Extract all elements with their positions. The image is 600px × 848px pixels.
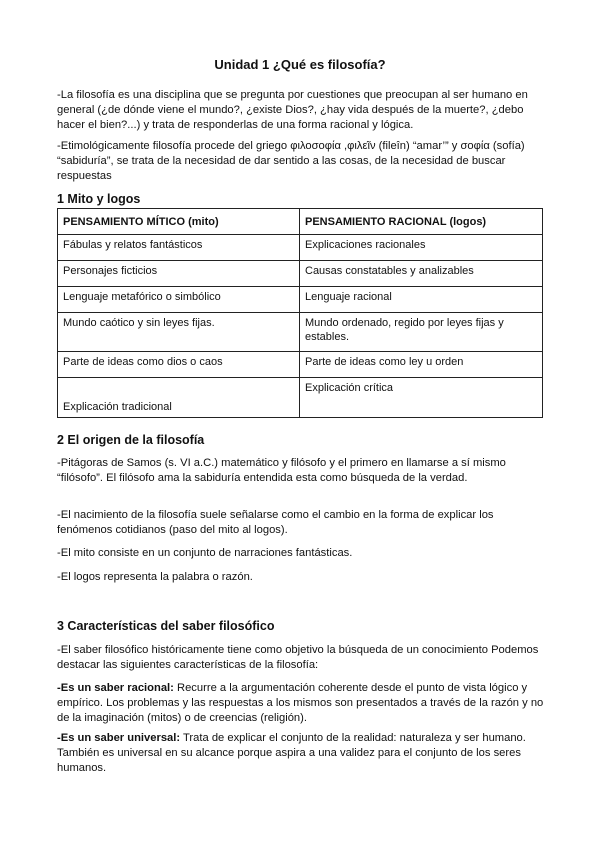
- table-row: [58, 352, 543, 378]
- table-header-mito: PENSAMIENTO MÍTICO (mito): [58, 209, 300, 235]
- section-2-paragraph-1: -Pitágoras de Samos (s. VI a.C.) matemático y filósofo y el primero en llamarse a sí mismo “filósofo”. El filósofo ama la sabiduría entendida esta como búsqueda de la verdad.: [57, 457, 506, 484]
- section-3-heading: 3 Características del saber filosófico: [57, 619, 275, 633]
- section-2-paragraph-4: -El logos representa la palabra o razón.: [57, 571, 253, 583]
- table-cell: Personajes ficticios: [58, 261, 300, 287]
- table-row: [58, 287, 543, 313]
- table-cell: Lenguaje metafórico o simbólico: [58, 287, 300, 313]
- table-cell: Causas constatables y analizables: [300, 261, 543, 287]
- universal-text: Trata de explicar el conjunto de la realidad: naturaleza y ser humano. También es universal en su alcance porque aspira a una validez para el conjunto de los seres humanos.: [57, 732, 526, 774]
- table-cell: Fábulas y relatos fantásticos: [58, 235, 300, 261]
- table-cell: Mundo caótico y sin leyes fijas.: [58, 313, 300, 352]
- table-cell: Parte de ideas como dios o caos: [58, 352, 300, 378]
- table-cell: Mundo ordenado, regido por leyes fijas y estables.: [300, 313, 543, 352]
- section-2-paragraph-2: -El nacimiento de la filosofía suele señalarse como el cambio en la forma de explicar los fenómenos cotidianos (paso del mito al logos).: [57, 509, 494, 536]
- intro-paragraph-2: -Etimológicamente filosofía procede del griego φιλοσοφία ,φιλεῖν (fileîn) “amar’” y σοφία (sofía) “sabiduría”, se trata de la necesidad de dar sentido a las cosas, de la necesidad de buscar respuestas: [57, 140, 525, 182]
- table-cell: Parte de ideas como ley u orden: [300, 352, 543, 378]
- racional-text: Recurre a la argumentación coherente desde el punto de vista lógico y empírico. Los problemas y las respuestas a los mismos son presentados a través de la razón y no de la imaginación (mitos) o de creencias (religión).: [57, 682, 544, 724]
- intro-paragraph-1: -La filosofía es una disciplina que se pregunta por cuestiones que preocupan al ser humano en general (¿de dónde viene el mundo?, ¿existe Dios?, ¿hay vida después de la muerte?, ¿debo hacer el bien?...) y trata de responderlas de una forma racional y lógica.: [57, 89, 528, 131]
- page-title: Unidad 1 ¿Qué es filosofía?: [214, 57, 386, 72]
- table-row: [58, 378, 543, 418]
- section-2-heading: 2 El origen de la filosofía: [57, 433, 205, 447]
- universal-label: -Es un saber universal:: [57, 732, 181, 744]
- table-row: [58, 261, 543, 287]
- table-cell: Explicación tradicional: [58, 378, 300, 418]
- section-3-paragraph-1: -El saber filosófico históricamente tiene como objetivo la búsqueda de un conocimiento Podemos destacar las siguientes características de la filosofía:: [57, 644, 539, 671]
- racional-label: -Es un saber racional:: [57, 682, 174, 694]
- table-cell: Explicación crítica: [300, 378, 543, 418]
- section-2-paragraph-3: -El mito consiste en un conjunto de narraciones fantásticas.: [57, 547, 353, 559]
- racional-paragraph: [57, 681, 545, 726]
- table-header-row: [58, 209, 543, 235]
- universal-paragraph: [57, 731, 545, 776]
- table-cell: Explicaciones racionales: [300, 235, 543, 261]
- table-row: [58, 313, 543, 352]
- table-header-logos: PENSAMIENTO RACIONAL (logos): [300, 209, 543, 235]
- table-cell: Lenguaje racional: [300, 287, 543, 313]
- mito-logos-table: [57, 208, 543, 418]
- table-row: [58, 235, 543, 261]
- section-1-heading: 1 Mito y logos: [57, 192, 141, 206]
